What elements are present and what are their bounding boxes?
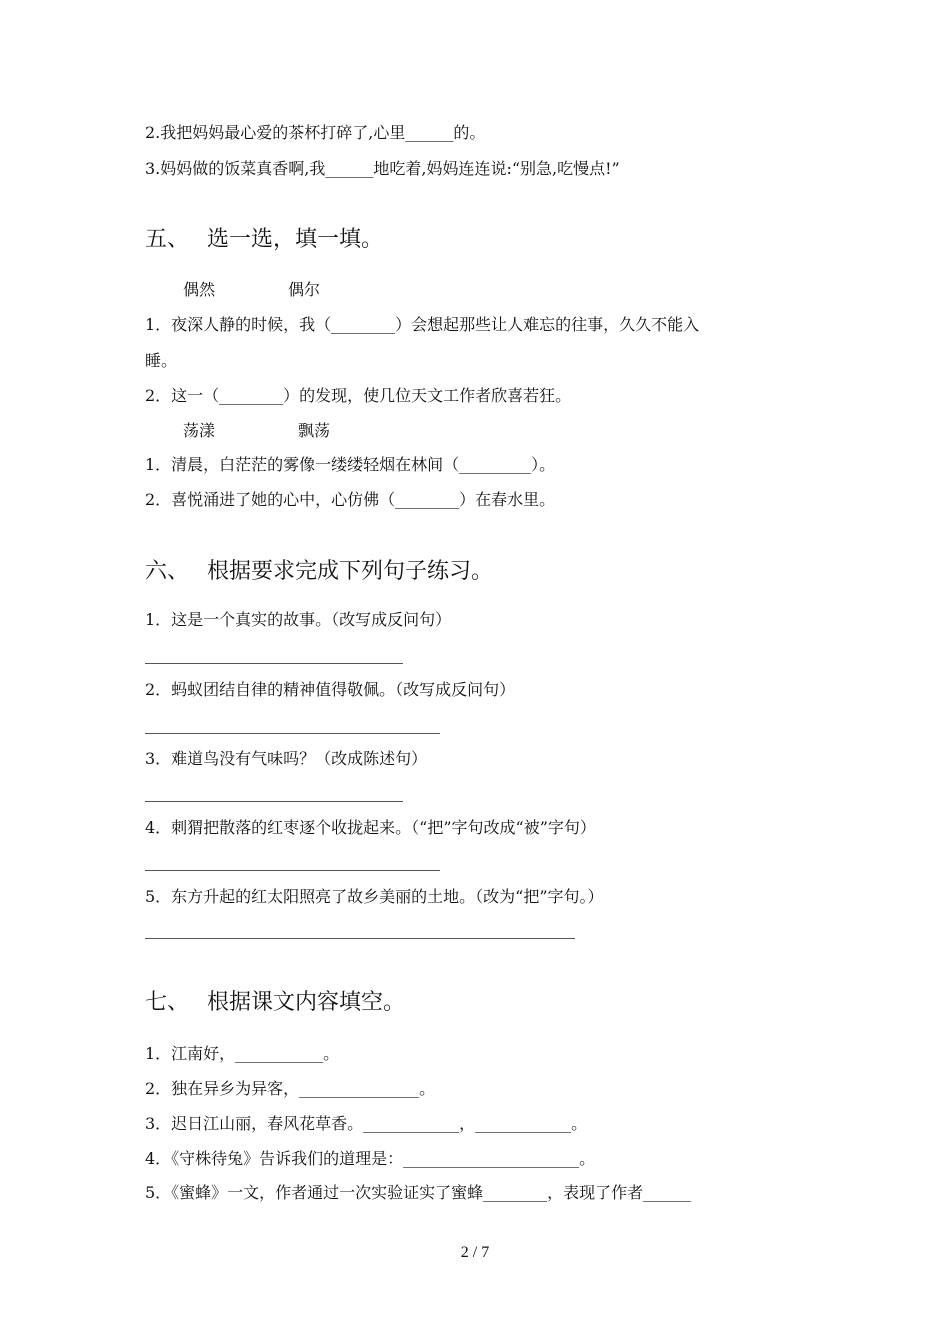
word-choice: 飘荡 [298,421,331,440]
section-title: 选一选，填一填。 [207,227,384,252]
word-choice: 偶然 [183,280,216,299]
list-item: 3．难道鸟没有气味吗？（改成陈述句） [145,749,428,768]
list-item: 5．东方升起的红太阳照亮了故乡美丽的土地。（改为“把”字句。） [145,887,604,906]
list-item: 睡。 [145,351,178,370]
word-choice: 偶尔 [288,280,321,299]
answer-line[interactable] [145,733,440,734]
list-item: 5．《蜜蜂》一文，作者通过一次实验证实了蜜蜂________，表现了作者______ [145,1183,692,1202]
section-title: 根据课文内容填空。 [207,990,406,1015]
section-number: 七、 [145,990,190,1015]
page-number: 2 / 7 [460,1244,490,1261]
list-item: 2．独在异乡为异客，_______________。 [145,1079,436,1098]
list-item: 3．迟日江山丽，春风花草香。____________，____________。 [145,1114,588,1133]
answer-line[interactable] [145,663,403,664]
section-number: 五、 [145,227,190,252]
list-item: 2.我把妈妈最心爱的茶杯打碎了,心里______的。 [145,123,486,142]
list-item: 2．蚂蚁团结自律的精神值得敬佩。（改写成反问句） [145,680,516,699]
section-number: 六、 [145,559,190,584]
word-choice: 荡漾 [183,421,216,440]
list-item: 2．这一（________）的发现，使几位天文工作者欣喜若狂。 [145,386,572,405]
section-heading-7 [145,989,405,1017]
list-item: 2．喜悦涌进了她的心中，心仿佛（________）在春水里。 [145,490,556,509]
list-item: 4．《守株待兔》告诉我们的道理是：______________________。 [145,1149,596,1168]
list-item: 1．江南好，___________。 [145,1044,340,1063]
list-item: 4．刺猬把散落的红枣逐个收拢起来。（“把”字句改成“被”字句） [145,818,596,837]
answer-line[interactable] [145,870,440,871]
list-item: 1．清晨，白茫茫的雾像一缕缕轻烟在林间（_________）。 [145,455,556,474]
section-heading-6 [145,558,493,586]
list-item: 3.妈妈做的饭菜真香啊,我______地吃着,妈妈连连说:“别急,吃慢点!” [145,159,620,178]
section-title: 根据要求完成下列句子练习。 [207,559,494,584]
list-item: 1．夜深人静的时候，我（________）会想起那些让人难忘的往事，久久不能入 [145,315,700,334]
answer-line[interactable] [145,801,403,802]
section-heading-5 [145,226,383,254]
list-item: 1．这是一个真实的故事。（改写成反问句） [145,610,452,629]
answer-line[interactable] [145,938,575,939]
